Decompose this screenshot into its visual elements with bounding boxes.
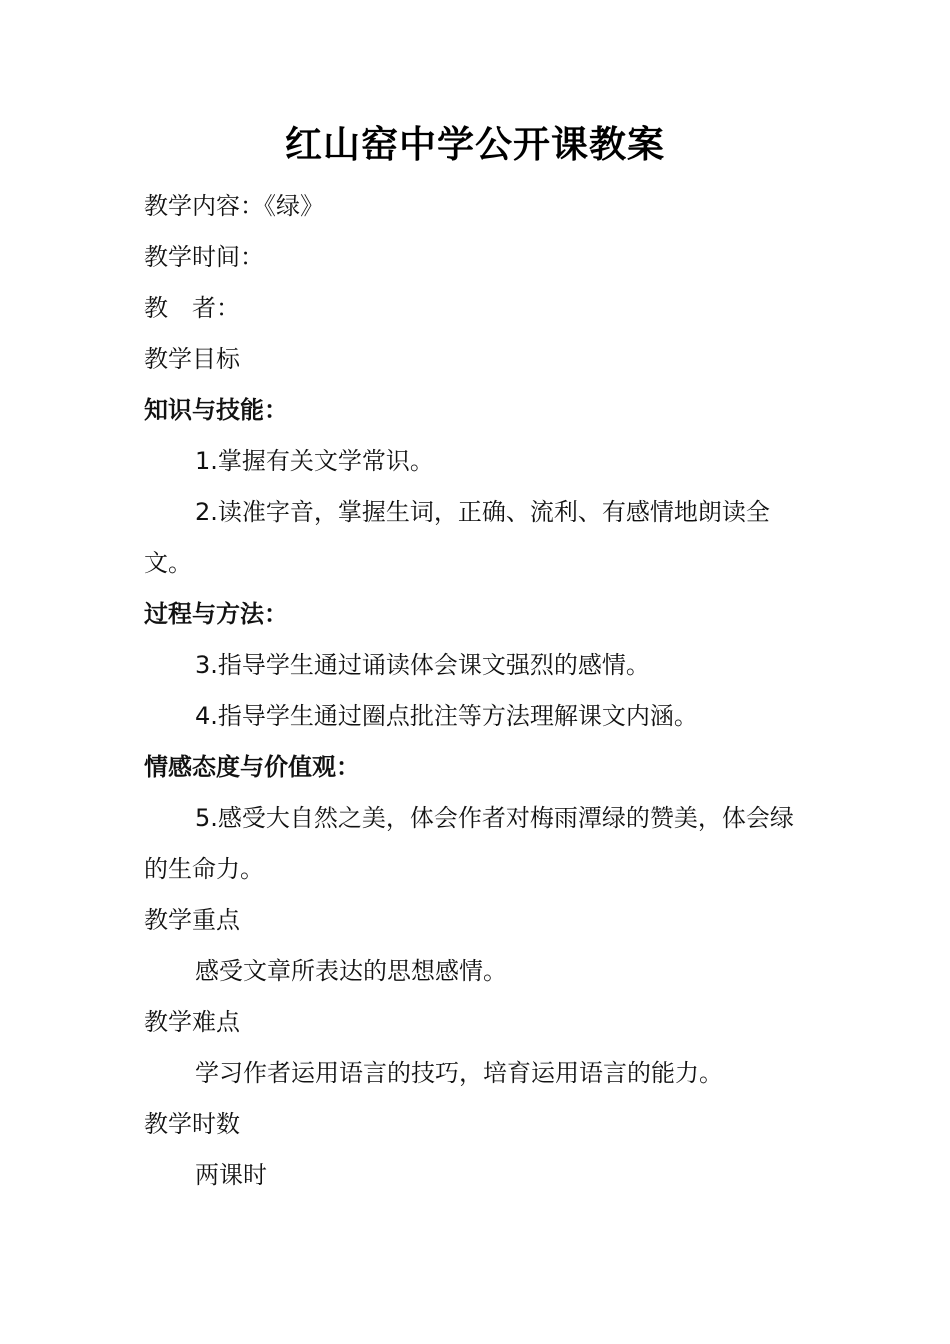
objective-item-5: 5.感受大自然之美，体会作者对梅雨潭绿的赞美，体会绿的生命力。 bbox=[144, 804, 794, 883]
objectives-heading: 教学目标 bbox=[144, 345, 240, 373]
teaching-content-line: 教学内容：《绿》 bbox=[144, 192, 324, 220]
difficulty-text: 学习作者运用语言的技巧，培育运用语言的能力。 bbox=[195, 1059, 723, 1087]
teacher-line: 教 者： bbox=[144, 294, 240, 322]
emotion-values-heading: 情感态度与价值观： bbox=[144, 753, 360, 781]
knowledge-skills-heading: 知识与技能： bbox=[144, 396, 288, 424]
objective-item-4: 4.指导学生通过圈点批注等方法理解课文内涵。 bbox=[195, 702, 698, 730]
objective-item-3: 3.指导学生通过诵读体会课文强烈的感情。 bbox=[195, 651, 650, 679]
objective-item-2: 2.读准字音，掌握生词，正确、流利、有感情地朗读全文。 bbox=[144, 498, 770, 577]
process-methods-heading: 过程与方法： bbox=[144, 600, 288, 628]
class-periods-text: 两课时 bbox=[195, 1161, 267, 1189]
key-point-heading: 教学重点 bbox=[144, 906, 240, 934]
class-periods-heading: 教学时数 bbox=[144, 1110, 240, 1138]
objective-item-1: 1.掌握有关文学常识。 bbox=[195, 447, 434, 475]
lesson-plan-body bbox=[144, 181, 808, 1201]
key-point-text: 感受文章所表达的思想感情。 bbox=[195, 957, 507, 985]
teaching-time-line: 教学时间： bbox=[144, 243, 264, 271]
document-title: 红山窑中学公开课教案 bbox=[285, 122, 665, 166]
difficulty-heading: 教学难点 bbox=[144, 1008, 240, 1036]
